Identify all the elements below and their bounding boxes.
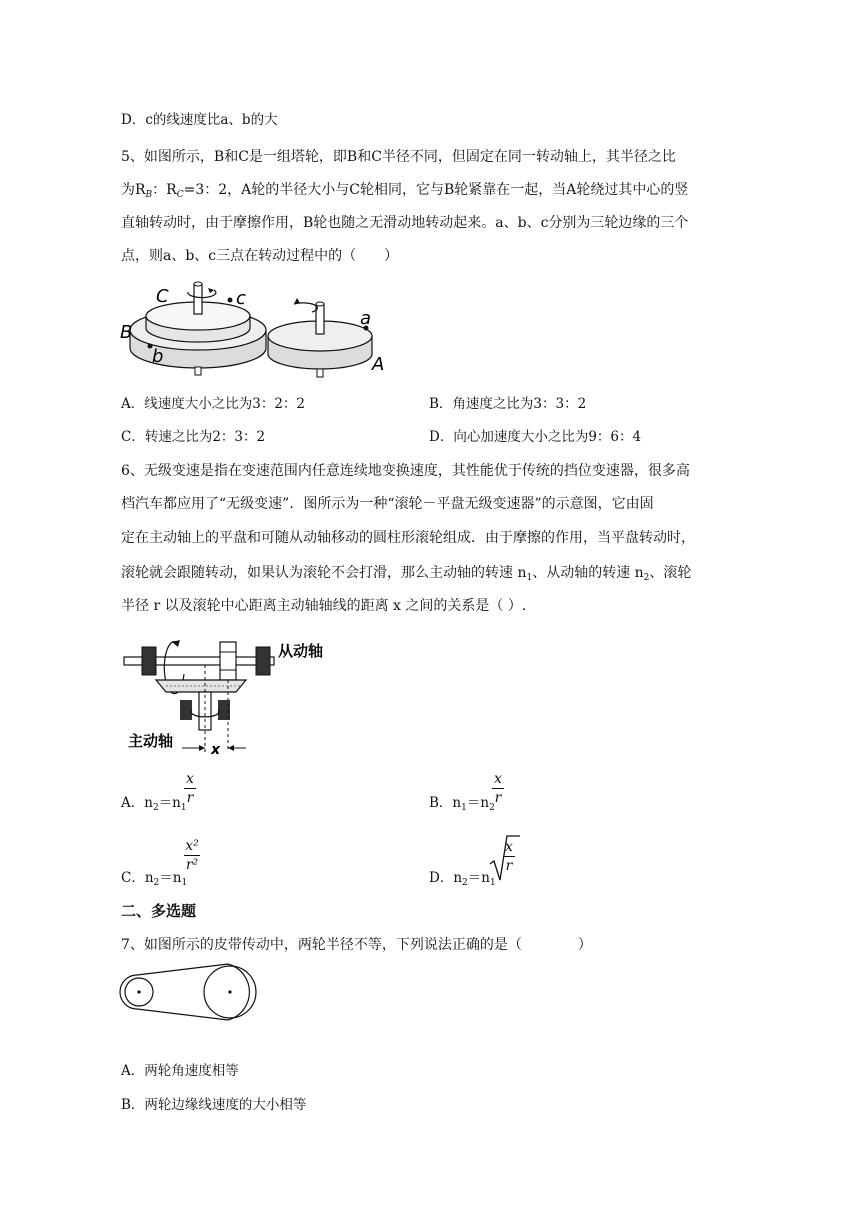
q5-text-line1: 5、如图所示，B和C是一组塔轮，即B和C半径不同，但固定在同一转动轴上，其半径之比 — [121, 149, 676, 165]
q6-text-line1: 6、无级变速是指在变速范围内任意连续地变换速度，其性能优于传统的挡位变速器，很多高 — [121, 463, 690, 479]
q6-text-line5: 半径 r 以及滚轮中心距离主动轴轴线的距离 x 之间的关系是（ ）. — [121, 598, 527, 614]
q5-tower-wheel-figure — [118, 278, 398, 383]
q6-text-line2: 档汽车都应用了“无级变速”．图所示为一种“滚轮－平盘无级变速器”的示意图，它由固 — [121, 496, 654, 512]
q6-label-driven-shaft: 从动轴 — [278, 642, 324, 660]
q6-option-b: B．$n_1=n_2$ — [429, 795, 495, 813]
q7-option-a: A．两轮角速度相等 — [121, 1063, 239, 1079]
q6-option-d: D．$n_2=n_1$ — [429, 870, 496, 888]
q5-text-line3: 直轴转动时，由于摩擦作用，B轮也随之无滑动地转动起来。a、b、c分别为三轮边缘的三个 — [121, 215, 689, 231]
q4-option-d: D．c的线速度比a、b的大 — [121, 112, 278, 128]
q5-label-b: b — [152, 346, 164, 367]
q7-option-b: B．两轮边缘线速度的大小相等 — [121, 1097, 307, 1113]
q6-option-b-fraction: x r — [492, 771, 504, 806]
q6-cvt-figure — [122, 630, 342, 756]
q7-belt-drive-figure — [122, 964, 272, 1024]
q5-option-a: A．线速度大小之比为3：2：2 — [121, 396, 306, 412]
q6-label-x: x — [211, 742, 221, 758]
q5-label-c: c — [236, 288, 246, 309]
q6-option-c-fraction: x² r² — [185, 838, 199, 873]
q5-label-a: a — [360, 308, 372, 329]
q6-text-line3: 定在主动轴上的平盘和可随从动轴移动的圆柱形滚轮组成．由于摩擦的作用，当平盘转动时， — [121, 530, 695, 546]
q5-text-line4: 点，则a、b、c三点在转动过程中的（ ） — [121, 248, 399, 264]
q5-option-d: D．向心加速度大小之比为9：6：4 — [429, 429, 642, 445]
q5-text-line2: 为$R_B$：$R_C=3$：2，A轮的半径大小与C轮相同，它与B轮紧靠在一起，当A轮绕过其中心的竖 — [121, 182, 689, 200]
q5-option-c: C．转速之比为2：3：2 — [121, 429, 266, 445]
q5-label-B: B — [120, 322, 133, 343]
q5-label-C: C — [156, 286, 169, 307]
q6-option-c: C．$n_2=n_1$ — [121, 870, 188, 888]
q6-option-a-fraction: x r — [184, 771, 196, 806]
q5-label-A: A — [372, 354, 385, 375]
q6-option-d-fraction: x r — [503, 839, 515, 874]
q7-text-line1: 7、如图所示的皮带传动中，两轮半径不等，下列说法正确的是（ ） — [121, 937, 592, 953]
q6-label-driving-shaft: 主动轴 — [128, 732, 174, 750]
q6-text-line4: 滚轮就会跟随转动，如果认为滚轮不会打滑，那么主动轴的转速 $n_1$、从动轴的转速 $n_2$、滚轮 — [121, 565, 692, 583]
q5-option-b: B．角速度之比为3：3：2 — [429, 396, 587, 412]
section-title-multiple-choice: 二、多选题 — [121, 902, 197, 920]
q6-option-a: A．$n_2=n_1$ — [121, 795, 187, 813]
